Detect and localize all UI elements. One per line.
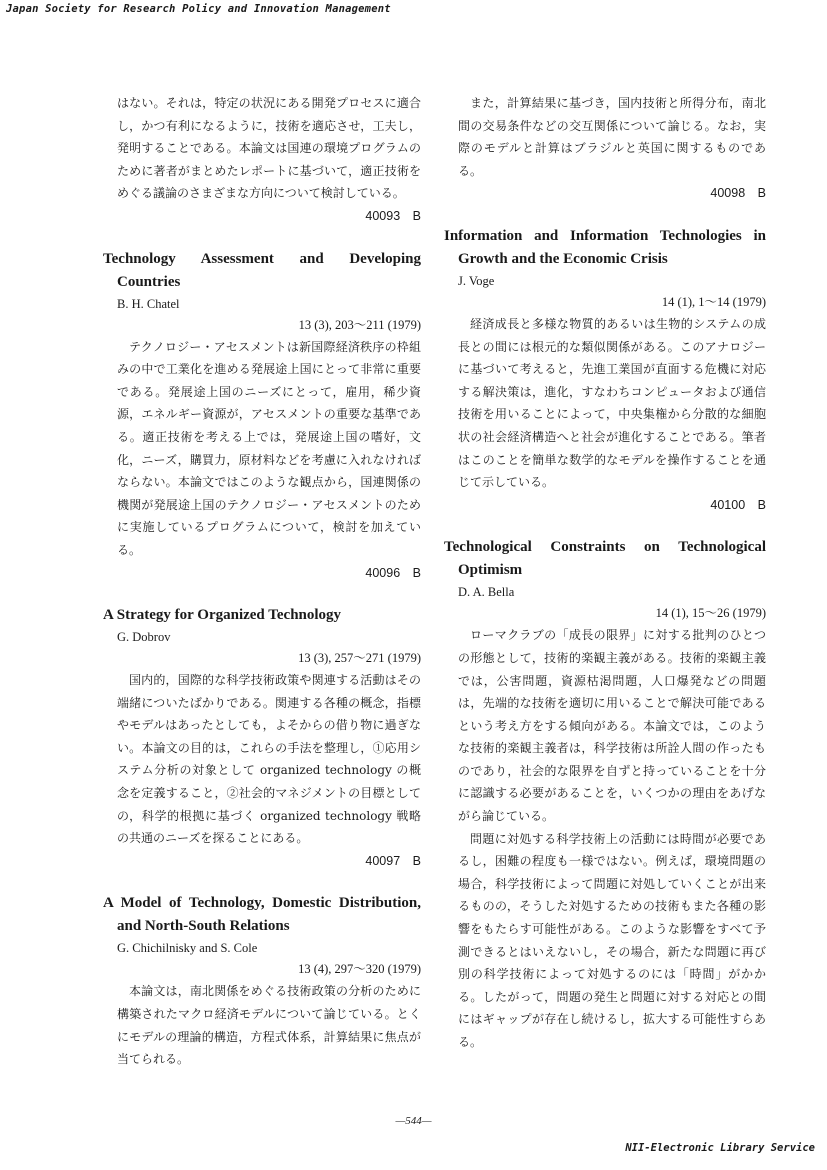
abstract-code: 40100 B (710, 497, 766, 512)
continuation-paragraph: また，計算結果に基づき，国内技術と所得分布，南北間の交易条件などの交互関係について論じる。なお，実際のモデルと計算はブラジルと英国に関するものである。 40098 B (444, 92, 766, 205)
article-abstract-continued: 問題に対処する科学技術上の活動には時間が必要であるし，困難の程度も一様ではない。例えば，環境問題の場合，科学技術によって問題に対処していくことが出来るものの，そうした対処するための技術もまた各種の影響をもたらす可能性がある。このような影響をすべて予測できるとはいえないし，その場合，新たな問題に再び別の科学技術によって対処するのには「時間」がかかる。したがって，問題の発生と問題に対する対応との間にはギャップが存在し続けるし，拡大する可能性すらある。 (458, 831, 766, 1049)
abstract-code: 40093 B (365, 208, 421, 223)
article-citation: 13 (4), 297～320 (1979) (298, 962, 421, 977)
right-column (444, 92, 766, 1054)
article-abstract: テクノロジー・アセスメントは新国際経済秩序の枠組みの中で工業化を進める発展途上国にとって非常に重要である。発展途上国のニーズにとって，雇用，稀少資源，エネルギー資源が，アセスメントの重要な基準である。適正技術を考える上では，発展途上国の嗜好，文化，ニーズ，購買力，原材料などを考慮に入れなければならない。本論文ではこのような観点から，国連関係の機関が発展途上国のテクノロジー・アセスメントのために実施しているプログラムについて，検討を加えている。 40096 B (103, 336, 421, 585)
article (103, 892, 421, 1070)
article (444, 536, 766, 1053)
article-citation: 13 (3), 257～271 (1979) (298, 651, 421, 666)
left-column (103, 92, 421, 1071)
article-abstract: ローマクラブの「成長の限界」に対する批判のひとつの形態として，技術的楽観主義がある。技術的楽観主義では，公害問題，資源枯渇問題，人口爆発などの問題は，先端的な技術を適切に用いることで解決可能であるという考え方をする傾向がある。本論文では，このような技術的楽観主義者は，科学技術は所詮人間の作ったものであり，社会的な限界を自ずと持っていることを十分に認識する必要があることを，いくつかの理由をあげながら論じている。 (458, 628, 766, 824)
article-title: A Model of Technology, Domestic Distribution, and North-South Relations (103, 895, 421, 935)
article-title: A Strategy for Organized Technology (103, 607, 342, 624)
intro-text: はない。それは，特定の状況にある開発プロセスに適合し，かつ有利になるように，技術を適応させ，工夫し，発明することである。本論文は国連の環境プログラムのために著者がまとめたレポートに基づいて，適正技術をめぐる議論のさまざまな方向について検討している。 (117, 96, 421, 201)
article (444, 225, 766, 516)
article-author: G. Chichilnisky and S. Cole (117, 941, 258, 956)
abstract-code: 40097 B (365, 853, 421, 868)
abstract-code: 40096 B (365, 565, 421, 580)
article-title: Information and Information Technologies in Growth and the Economic Crisis (444, 227, 766, 267)
article-author: J. Voge (458, 273, 495, 288)
article-citation: 14 (1), 1～14 (1979) (661, 294, 766, 309)
publisher-header: Japan Society for Research Policy and Innovation Management (6, 3, 391, 15)
page-number: —544— (395, 1115, 432, 1127)
article-author: D. A. Bella (458, 585, 515, 600)
intro-paragraph (103, 92, 421, 228)
article-title: Technological Constraints on Technological Optimism (444, 539, 766, 579)
article-abstract: 経済成長と多様な物質的あるいは生物的システムの成長との間には根元的な類似関係がある。このアナロジーに基づいて考えると，先進工業国が直面する危機に対応する解決策は，進化，すなわちコンピュータおよび通信技術を用いることによって，中央集権から分散的な細胞状の社会経済構造へと社会が進化することである。筆者はこのことを簡単な数学的なモデルを操作することを通じて示している。 40100 B (444, 313, 766, 516)
library-footer: NII-Electronic Library Service (625, 1142, 815, 1154)
article-author: G. Dobrov (117, 630, 171, 645)
article-author: B. H. Chatel (117, 296, 180, 311)
article-abstract: 本論文は，南北関係をめぐる技術政策の分析のために構築されたマクロ経済モデルについて論じている。とくにモデルの理論的構造，方程式体系，計算結果に焦点が当てられる。 (117, 984, 421, 1067)
article (103, 248, 421, 585)
article-abstract: 国内的，国際的な科学技術政策や関連する活動はその端緒についたばかりである。関連する各種の概念，指標やモデルはあったとしても，よそからの借り物に過ぎない。本論文の目的は，これらの手法を整理し，①応用システム分析の対象として organized technology の概念を定義すること，②社会的マネジメントの目標としての，科学的根拠に基づく organized technology 戦略の共通のニーズを探ることにある。 40097 B (103, 669, 421, 872)
article-citation: 13 (3), 203～211 (1979) (298, 317, 421, 332)
article-citation: 14 (1), 15～26 (1979) (655, 606, 766, 621)
abstract-code: 40098 B (710, 186, 766, 201)
article-title: Technology Assessment and Developing Countries (103, 250, 421, 290)
article (103, 604, 421, 872)
